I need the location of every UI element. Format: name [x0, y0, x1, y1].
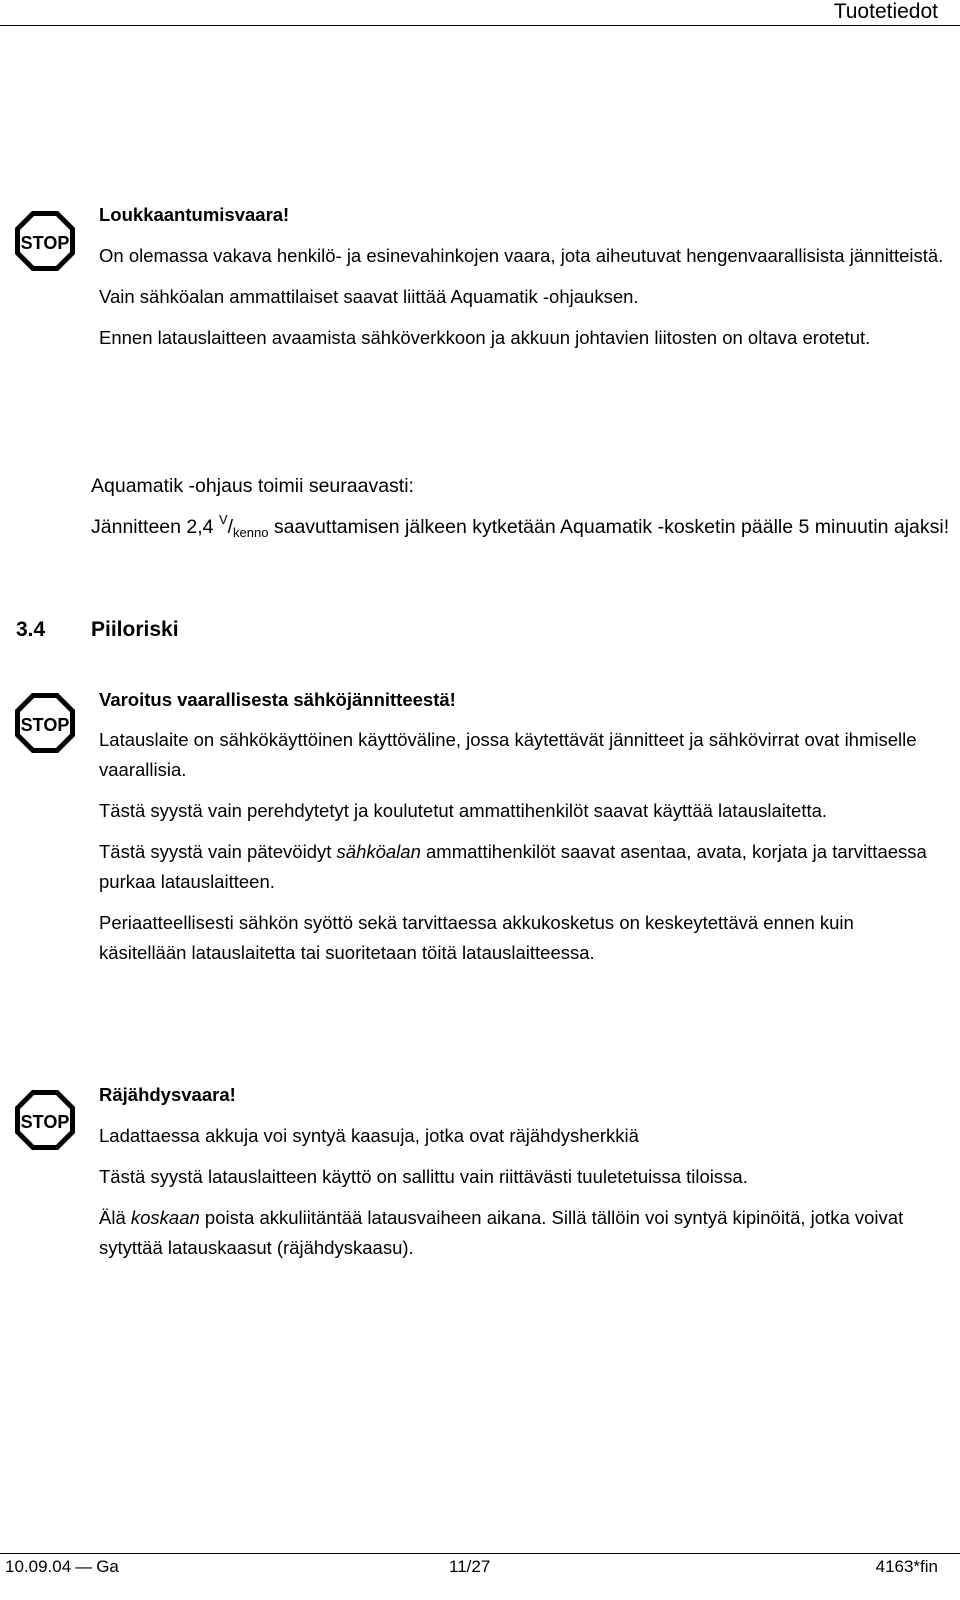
warning-injury-text-1: On olemassa vakava henkilö- ja esinevahinkojen vaara, jota aiheutuvat hengenvaarallisista jännitteistä. — [99, 245, 944, 266]
footer-divider — [0, 1553, 960, 1554]
warning-explosion-text-3-emphasis: koskaan — [130, 1207, 200, 1228]
warning-explosion-title: Räjähdysvaara! — [99, 1084, 236, 1105]
warning-electric-text-2: Tästä syystä vain perehdytetyt ja koulutetut ammattihenkilöt saavat käyttää latauslaitetta. — [99, 800, 828, 821]
stop-sign-label: STOP — [20, 715, 70, 735]
warning-injury-text-3: Ennen latauslaitteen avaamista sähköverkkoon ja akkuun johtavien liitosten on oltava erotetut. — [99, 327, 871, 348]
stop-sign-label: STOP — [20, 1112, 70, 1132]
section-heading — [16, 617, 179, 643]
aquamatik-line-2 — [91, 503, 951, 549]
header-divider — [0, 25, 960, 26]
footer-page-number: 11/27 — [449, 1557, 491, 1576]
footer-left — [5, 1557, 119, 1577]
stop-sign-icon — [13, 691, 77, 755]
aquamatik-description — [91, 470, 951, 549]
unit-cell: kenno — [233, 525, 269, 540]
footer-date: 10.09.04 — [5, 1557, 72, 1576]
warning-explosion-text-1: Ladattaessa akkuja voi syntyä kaasuja, jotka ovat räjähdysherkkiä — [99, 1125, 639, 1146]
warning-explosion — [99, 1080, 944, 1263]
stop-sign-label: STOP — [20, 233, 70, 253]
warning-electric-text-3a: Tästä syystä vain pätevöidyt — [99, 841, 337, 862]
warning-electric-text-3 — [99, 837, 944, 897]
page-header-title: Tuotetiedot — [833, 0, 938, 23]
footer-dash: — — [75, 1557, 93, 1576]
section-title: Piiloriski — [91, 618, 179, 641]
warning-injury-title: Loukkaantumisvaara! — [99, 204, 290, 225]
warning-explosion-text-3 — [99, 1203, 944, 1263]
unit-slash: / — [227, 516, 234, 538]
section-number: 3.4 — [16, 618, 46, 641]
stop-sign-icon — [13, 209, 77, 273]
aquamatik-action-text: saavuttamisen jälkeen kytketään Aquamatik -kosketin päälle 5 minuutin ajaksi! — [268, 516, 950, 538]
footer-author: Ga — [96, 1557, 119, 1576]
warning-injury-text-2: Vain sähköalan ammattilaiset saavat liittää Aquamatik -ohjauksen. — [99, 286, 639, 307]
aquamatik-line-1: Aquamatik -ohjaus toimii seuraavasti: — [91, 475, 414, 497]
warning-electric-text-3b: ammattihenkilöt saavat asentaa, avata, korjata ja tarvittaessa purkaa latauslaitteen. — [99, 841, 927, 892]
unit-volt: V — [218, 512, 228, 527]
warning-electric-text-3-emphasis: sähköalan — [336, 841, 421, 862]
warning-explosion-text-3b: poista akkuliitäntää latausvaiheen aikana. Sillä tällöin voi syntyä kipinöitä, jotka voivat sytyttää latauskaasut (räjähdyskaasu). — [99, 1207, 904, 1258]
warning-explosion-text-3a: Älä — [99, 1207, 131, 1228]
footer-document-code: 4163*fin — [875, 1557, 938, 1576]
warning-electric — [99, 685, 944, 968]
stop-sign-icon — [13, 1088, 77, 1152]
warning-injury — [99, 200, 944, 353]
warning-electric-text-1: Latauslaite on sähkökäyttöinen käyttöväline, jossa käytettävät jännitteet ja sähkövirrat ovat ihmiselle vaarallisia. — [99, 729, 917, 780]
warning-electric-text-4: Periaatteellisesti sähkön syöttö sekä tarvittaessa akkukosketus on keskeytettävä ennen kuin käsitellään latauslaitetta tai suoritetaan töitä latauslaitteessa. — [99, 912, 854, 963]
aquamatik-voltage-text: Jännitteen 2,4 — [91, 516, 219, 538]
warning-explosion-text-2: Tästä syystä latauslaitteen käyttö on sallittu vain riittävästi tuuletetuissa tiloissa. — [99, 1166, 748, 1187]
warning-electric-title: Varoitus vaarallisesta sähköjännitteestä! — [99, 689, 456, 710]
